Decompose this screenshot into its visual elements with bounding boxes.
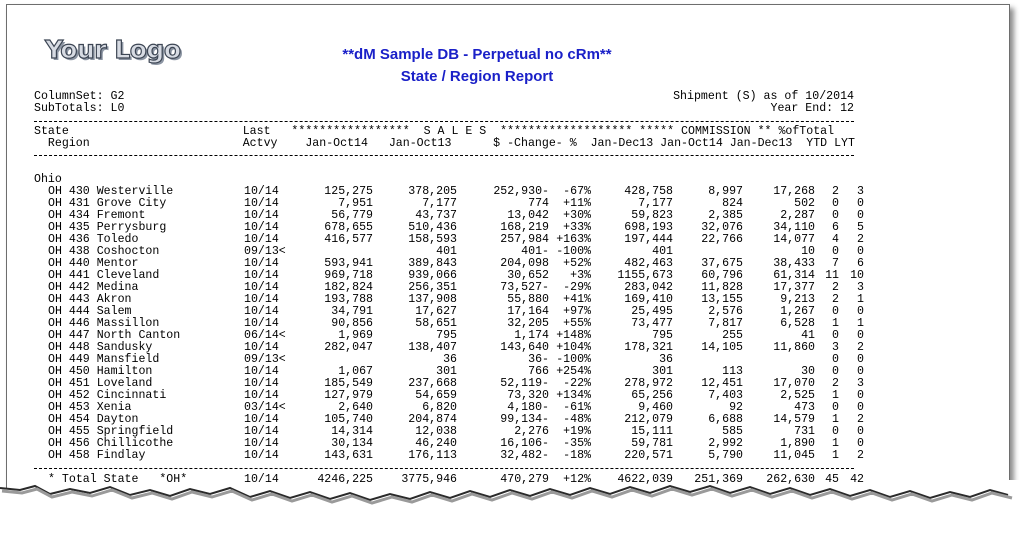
total-last-activity: 10/14 bbox=[244, 473, 279, 486]
cell-sales-jan-dec13: 36 bbox=[659, 353, 673, 366]
cell-pct-ytd: 1 bbox=[832, 449, 839, 462]
cell-last-activity: 10/14 bbox=[244, 413, 279, 426]
cell-change-percent: +11% bbox=[563, 197, 591, 210]
cell-sales-jan-dec13: 301 bbox=[652, 365, 673, 378]
cell-pct-lyt: 5 bbox=[857, 221, 864, 234]
cell-pct-ytd: 0 bbox=[832, 245, 839, 258]
total-sales-jan-oct14: 4246,225 bbox=[317, 473, 373, 486]
cell-sales-jan-oct13: 795 bbox=[436, 329, 457, 342]
cell-pct-lyt: 0 bbox=[857, 209, 864, 222]
cell-change-percent: +3% bbox=[570, 269, 591, 282]
cell-change-amount: 32,205 bbox=[507, 317, 549, 330]
cell-pct-lyt: 2 bbox=[857, 413, 864, 426]
cell-last-activity: 10/14 bbox=[244, 305, 279, 318]
cell-region: OH 431 Grove City bbox=[48, 197, 167, 210]
cell-pct-ytd: 2 bbox=[832, 293, 839, 306]
cell-pct-ytd: 0 bbox=[832, 353, 839, 366]
cell-pct-ytd: 1 bbox=[832, 389, 839, 402]
cell-change-percent: +97% bbox=[563, 305, 591, 318]
cell-change-amount: 401- bbox=[521, 245, 549, 258]
cell-change-percent: +55% bbox=[563, 317, 591, 330]
cell-pct-lyt: 0 bbox=[857, 425, 864, 438]
cell-pct-lyt: 6 bbox=[857, 257, 864, 270]
cell-sales-jan-oct14: 416,577 bbox=[324, 233, 373, 246]
cell-sales-jan-dec13: 220,571 bbox=[624, 449, 673, 462]
cell-sales-jan-oct14: 105,740 bbox=[324, 413, 373, 426]
cell-change-amount: 17,164 bbox=[507, 305, 549, 318]
cell-sales-jan-dec13: 283,042 bbox=[624, 281, 673, 294]
cell-commission-jan-oct14: 113 bbox=[722, 365, 743, 378]
cell-change-percent: +30% bbox=[563, 209, 591, 222]
cell-change-amount: 30,652 bbox=[507, 269, 549, 282]
total-separator bbox=[34, 468, 854, 469]
cell-region: OH 456 Chillicothe bbox=[48, 437, 174, 450]
cell-last-activity: 10/14 bbox=[244, 377, 279, 390]
cell-change-amount: 36- bbox=[528, 353, 549, 366]
cell-pct-ytd: 2 bbox=[832, 281, 839, 294]
cell-pct-ytd: 6 bbox=[832, 221, 839, 234]
cell-change-amount: 55,880 bbox=[507, 293, 549, 306]
total-pct-ytd: 45 bbox=[825, 473, 839, 486]
region-table bbox=[34, 186, 864, 462]
cell-pct-ytd: 1 bbox=[832, 437, 839, 450]
cell-commission-jan-oct14: 32,076 bbox=[701, 221, 743, 234]
cell-region: OH 447 North Canton bbox=[48, 329, 181, 342]
cell-region: OH 455 Springfield bbox=[48, 425, 174, 438]
cell-pct-ytd: 3 bbox=[832, 341, 839, 354]
cell-sales-jan-oct13: 43,737 bbox=[415, 209, 457, 222]
cell-sales-jan-oct13: 939,066 bbox=[408, 269, 457, 282]
cell-sales-jan-dec13: 65,256 bbox=[631, 389, 673, 402]
cell-commission-jan-dec13: 30 bbox=[801, 365, 815, 378]
cell-region: OH 453 Xenia bbox=[48, 401, 132, 414]
cell-change-percent: -100% bbox=[556, 245, 591, 258]
cell-commission-jan-oct14: 37,675 bbox=[701, 257, 743, 270]
cell-last-activity: 10/14 bbox=[244, 449, 279, 462]
cell-region: OH 446 Massillon bbox=[48, 317, 160, 330]
cell-region: OH 438 Coshocton bbox=[48, 245, 160, 258]
cell-last-activity: 10/14 bbox=[244, 257, 279, 270]
cell-change-amount: 4,180- bbox=[507, 401, 549, 414]
cell-change-amount: 143,640 bbox=[500, 341, 549, 354]
cell-pct-lyt: 2 bbox=[857, 233, 864, 246]
cell-sales-jan-oct14: 125,275 bbox=[324, 185, 373, 198]
cell-commission-jan-oct14: 255 bbox=[722, 329, 743, 342]
cell-sales-jan-oct13: 176,113 bbox=[408, 449, 457, 462]
meta-subtotals: SubTotals: L0 bbox=[34, 102, 125, 115]
cell-sales-jan-oct14: 282,047 bbox=[324, 341, 373, 354]
cell-sales-jan-oct13: 17,627 bbox=[415, 305, 457, 318]
cell-last-activity: 10/14 bbox=[244, 221, 279, 234]
cell-sales-jan-oct13: 256,351 bbox=[408, 281, 457, 294]
cell-pct-lyt: 0 bbox=[857, 437, 864, 450]
cell-last-activity: 10/14 bbox=[244, 233, 279, 246]
cell-pct-lyt: 0 bbox=[857, 365, 864, 378]
cell-commission-jan-oct14: 824 bbox=[722, 197, 743, 210]
cell-sales-jan-dec13: 1155,673 bbox=[617, 269, 673, 282]
header-top-separator bbox=[34, 121, 854, 122]
cell-commission-jan-dec13: 9,213 bbox=[780, 293, 815, 306]
cell-pct-ytd: 0 bbox=[832, 401, 839, 414]
cell-region: OH 452 Cincinnati bbox=[48, 389, 167, 402]
cell-last-activity: 10/14 bbox=[244, 425, 279, 438]
cell-sales-jan-dec13: 698,193 bbox=[624, 221, 673, 234]
report-subtitle: State / Region Report bbox=[400, 68, 554, 85]
total-commission-jan-dec13: 262,630 bbox=[766, 473, 815, 486]
cell-change-amount: 766 bbox=[528, 365, 549, 378]
cell-pct-ytd: 0 bbox=[832, 329, 839, 342]
cell-sales-jan-oct13: 12,038 bbox=[415, 425, 457, 438]
cell-sales-jan-oct13: 301 bbox=[436, 365, 457, 378]
cell-sales-jan-oct13: 510,436 bbox=[408, 221, 457, 234]
cell-sales-jan-dec13: 401 bbox=[652, 245, 673, 258]
cell-change-amount: 73,320 bbox=[507, 389, 549, 402]
cell-sales-jan-dec13: 428,758 bbox=[624, 185, 673, 198]
cell-region: OH 434 Fremont bbox=[48, 209, 146, 222]
cell-last-activity: 09/13< bbox=[244, 245, 286, 258]
cell-commission-jan-dec13: 2,525 bbox=[780, 389, 815, 402]
cell-last-activity: 09/13< bbox=[244, 353, 286, 366]
table-row bbox=[34, 450, 864, 462]
cell-change-amount: 257,984 bbox=[500, 233, 549, 246]
cell-commission-jan-dec13: 502 bbox=[794, 197, 815, 210]
cell-sales-jan-oct14: 182,824 bbox=[324, 281, 373, 294]
cell-sales-jan-oct14: 90,856 bbox=[331, 317, 373, 330]
cell-last-activity: 10/14 bbox=[244, 269, 279, 282]
cell-commission-jan-oct14: 8,997 bbox=[708, 185, 743, 198]
cell-region: OH 441 Cleveland bbox=[48, 269, 160, 282]
cell-change-percent: -100% bbox=[556, 353, 591, 366]
cell-change-amount: 32,482- bbox=[500, 449, 549, 462]
cell-last-activity: 03/14< bbox=[244, 401, 286, 414]
cell-commission-jan-oct14: 585 bbox=[722, 425, 743, 438]
cell-sales-jan-oct13: 138,407 bbox=[408, 341, 457, 354]
cell-change-percent: -18% bbox=[563, 449, 591, 462]
cell-pct-lyt: 2 bbox=[857, 449, 864, 462]
cell-change-amount: 16,106- bbox=[500, 437, 549, 450]
cell-commission-jan-dec13: 41 bbox=[801, 329, 815, 342]
report-title: **dM Sample DB - Perpetual no cRm** bbox=[342, 46, 612, 63]
total-change-percent: +12% bbox=[563, 473, 591, 486]
cell-commission-jan-oct14: 5,790 bbox=[708, 449, 743, 462]
cell-change-amount: 99,134- bbox=[500, 413, 549, 426]
cell-change-percent: -61% bbox=[563, 401, 591, 414]
cell-commission-jan-oct14: 13,155 bbox=[701, 293, 743, 306]
cell-pct-ytd: 0 bbox=[832, 365, 839, 378]
cell-pct-lyt: 3 bbox=[857, 377, 864, 390]
cell-region: OH 442 Medina bbox=[48, 281, 139, 294]
meta-columnset: ColumnSet: G2 bbox=[34, 90, 125, 103]
total-change-amount: 470,279 bbox=[500, 473, 549, 486]
cell-region: OH 443 Akron bbox=[48, 293, 132, 306]
cell-commission-jan-oct14: 60,796 bbox=[701, 269, 743, 282]
cell-last-activity: 06/14< bbox=[244, 329, 286, 342]
cell-commission-jan-dec13: 2,287 bbox=[780, 209, 815, 222]
cell-commission-jan-oct14: 2,992 bbox=[708, 437, 743, 450]
cell-region: OH 430 Westerville bbox=[48, 185, 174, 198]
column-header-line-2: Region Actvy Jan-Oct14 Jan-Oct13 $ -Change- % Jan-Dec13 Jan-Oct14 Jan-Dec13 YTD LYT bbox=[34, 137, 855, 150]
cell-commission-jan-oct14: 22,766 bbox=[701, 233, 743, 246]
cell-pct-lyt: 2 bbox=[857, 341, 864, 354]
torn-paper-edge bbox=[0, 480, 1026, 533]
cell-pct-ytd: 1 bbox=[832, 413, 839, 426]
cell-commission-jan-dec13: 6,528 bbox=[780, 317, 815, 330]
cell-sales-jan-oct13: 158,593 bbox=[408, 233, 457, 246]
cell-change-amount: 13,042 bbox=[507, 209, 549, 222]
cell-commission-jan-dec13: 731 bbox=[794, 425, 815, 438]
cell-sales-jan-oct13: 46,240 bbox=[415, 437, 457, 450]
cell-change-amount: 73,527- bbox=[500, 281, 549, 294]
cell-pct-lyt: 0 bbox=[857, 353, 864, 366]
cell-last-activity: 10/14 bbox=[244, 281, 279, 294]
cell-sales-jan-dec13: 278,972 bbox=[624, 377, 673, 390]
header-bottom-separator bbox=[34, 155, 854, 156]
cell-commission-jan-oct14: 11,828 bbox=[701, 281, 743, 294]
cell-sales-jan-oct13: 54,659 bbox=[415, 389, 457, 402]
cell-sales-jan-oct14: 969,718 bbox=[324, 269, 373, 282]
cell-change-percent: +19% bbox=[563, 425, 591, 438]
cell-commission-jan-dec13: 17,268 bbox=[773, 185, 815, 198]
cell-commission-jan-dec13: 11,045 bbox=[773, 449, 815, 462]
group-label-ohio: Ohio bbox=[34, 173, 62, 186]
cell-change-percent: -35% bbox=[563, 437, 591, 450]
cell-sales-jan-oct13: 237,668 bbox=[408, 377, 457, 390]
cell-pct-lyt: 1 bbox=[857, 293, 864, 306]
cell-region: OH 451 Loveland bbox=[48, 377, 153, 390]
cell-change-percent: +148% bbox=[556, 329, 591, 342]
cell-change-percent: -48% bbox=[563, 413, 591, 426]
cell-sales-jan-oct13: 204,874 bbox=[408, 413, 457, 426]
cell-last-activity: 10/14 bbox=[244, 437, 279, 450]
cell-sales-jan-oct14: 593,941 bbox=[324, 257, 373, 270]
cell-last-activity: 10/14 bbox=[244, 389, 279, 402]
cell-region: OH 454 Dayton bbox=[48, 413, 139, 426]
cell-change-percent: +134% bbox=[556, 389, 591, 402]
cell-sales-jan-dec13: 9,460 bbox=[638, 401, 673, 414]
cell-sales-jan-dec13: 795 bbox=[652, 329, 673, 342]
cell-pct-ytd: 0 bbox=[832, 209, 839, 222]
cell-change-percent: +254% bbox=[556, 365, 591, 378]
cell-commission-jan-dec13: 14,077 bbox=[773, 233, 815, 246]
cell-commission-jan-oct14: 7,817 bbox=[708, 317, 743, 330]
cell-change-percent: +33% bbox=[563, 221, 591, 234]
cell-commission-jan-dec13: 17,377 bbox=[773, 281, 815, 294]
cell-last-activity: 10/14 bbox=[244, 293, 279, 306]
cell-sales-jan-oct13: 58,651 bbox=[415, 317, 457, 330]
cell-region: OH 450 Hamilton bbox=[48, 365, 153, 378]
total-sales-jan-dec13: 4622,039 bbox=[617, 473, 673, 486]
cell-change-percent: -67% bbox=[563, 185, 591, 198]
cell-sales-jan-dec13: 212,079 bbox=[624, 413, 673, 426]
cell-change-percent: -22% bbox=[563, 377, 591, 390]
cell-sales-jan-dec13: 169,410 bbox=[624, 293, 673, 306]
cell-change-percent: +104% bbox=[556, 341, 591, 354]
cell-sales-jan-dec13: 197,444 bbox=[624, 233, 673, 246]
cell-commission-jan-oct14: 2,385 bbox=[708, 209, 743, 222]
cell-commission-jan-oct14: 2,576 bbox=[708, 305, 743, 318]
meta-year-end: Year End: 12 bbox=[770, 102, 854, 115]
meta-shipment: Shipment (S) as of 10/2014 bbox=[673, 90, 854, 103]
column-header-line-1: State Last ***************** S A L E S ******************* ***** COMMISSION ** %ofTotal bbox=[34, 125, 835, 138]
cell-sales-jan-oct14: 30,134 bbox=[331, 437, 373, 450]
cell-change-percent: -29% bbox=[563, 281, 591, 294]
cell-change-amount: 52,119- bbox=[500, 377, 549, 390]
company-logo: Your Logo bbox=[45, 35, 181, 64]
cell-pct-lyt: 3 bbox=[857, 185, 864, 198]
cell-sales-jan-dec13: 25,495 bbox=[631, 305, 673, 318]
cell-commission-jan-dec13: 14,579 bbox=[773, 413, 815, 426]
cell-change-amount: 1,174 bbox=[514, 329, 549, 342]
cell-region: OH 458 Findlay bbox=[48, 449, 146, 462]
cell-change-percent: +163% bbox=[556, 233, 591, 246]
cell-pct-ytd: 7 bbox=[832, 257, 839, 270]
cell-sales-jan-oct13: 7,177 bbox=[422, 197, 457, 210]
cell-pct-lyt: 0 bbox=[857, 389, 864, 402]
cell-last-activity: 10/14 bbox=[244, 209, 279, 222]
cell-pct-lyt: 0 bbox=[857, 245, 864, 258]
cell-sales-jan-dec13: 73,477 bbox=[631, 317, 673, 330]
cell-sales-jan-oct14: 56,779 bbox=[331, 209, 373, 222]
cell-pct-lyt: 0 bbox=[857, 329, 864, 342]
cell-last-activity: 10/14 bbox=[244, 341, 279, 354]
cell-sales-jan-oct14: 185,549 bbox=[324, 377, 373, 390]
cell-sales-jan-oct14: 1,067 bbox=[338, 365, 373, 378]
cell-commission-jan-dec13: 61,314 bbox=[773, 269, 815, 282]
cell-pct-lyt: 10 bbox=[850, 269, 864, 282]
cell-commission-jan-dec13: 1,267 bbox=[780, 305, 815, 318]
cell-sales-jan-oct14: 2,640 bbox=[338, 401, 373, 414]
cell-pct-ytd: 0 bbox=[832, 197, 839, 210]
cell-sales-jan-oct14: 34,791 bbox=[331, 305, 373, 318]
cell-change-amount: 204,098 bbox=[500, 257, 549, 270]
cell-change-amount: 774 bbox=[528, 197, 549, 210]
cell-commission-jan-dec13: 473 bbox=[794, 401, 815, 414]
cell-change-amount: 168,219 bbox=[500, 221, 549, 234]
total-commission-jan-oct14: 251,369 bbox=[694, 473, 743, 486]
cell-last-activity: 10/14 bbox=[244, 185, 279, 198]
cell-sales-jan-dec13: 59,781 bbox=[631, 437, 673, 450]
cell-pct-lyt: 0 bbox=[857, 401, 864, 414]
cell-pct-ytd: 0 bbox=[832, 305, 839, 318]
cell-sales-jan-dec13: 15,111 bbox=[631, 425, 673, 438]
cell-commission-jan-dec13: 10 bbox=[801, 245, 815, 258]
total-label: * Total State *OH* bbox=[48, 473, 188, 486]
cell-pct-lyt: 3 bbox=[857, 281, 864, 294]
cell-region: OH 449 Mansfield bbox=[48, 353, 160, 366]
cell-commission-jan-dec13: 34,110 bbox=[773, 221, 815, 234]
cell-commission-jan-oct14: 6,688 bbox=[708, 413, 743, 426]
cell-sales-jan-dec13: 178,321 bbox=[624, 341, 673, 354]
cell-commission-jan-dec13: 11,860 bbox=[773, 341, 815, 354]
cell-change-percent: +41% bbox=[563, 293, 591, 306]
cell-commission-jan-dec13: 38,433 bbox=[773, 257, 815, 270]
total-pct-lyt: 42 bbox=[850, 473, 864, 486]
cell-sales-jan-oct14: 678,655 bbox=[324, 221, 373, 234]
cell-pct-ytd: 0 bbox=[832, 425, 839, 438]
cell-pct-ytd: 11 bbox=[825, 269, 839, 282]
cell-pct-ytd: 2 bbox=[832, 377, 839, 390]
cell-sales-jan-oct14: 193,788 bbox=[324, 293, 373, 306]
cell-sales-jan-oct13: 6,820 bbox=[422, 401, 457, 414]
cell-sales-jan-oct14: 7,951 bbox=[338, 197, 373, 210]
cell-region: OH 435 Perrysburg bbox=[48, 221, 167, 234]
cell-commission-jan-oct14: 7,403 bbox=[708, 389, 743, 402]
cell-sales-jan-dec13: 7,177 bbox=[638, 197, 673, 210]
cell-sales-jan-dec13: 482,463 bbox=[624, 257, 673, 270]
cell-change-amount: 2,276 bbox=[514, 425, 549, 438]
cell-sales-jan-oct13: 401 bbox=[436, 245, 457, 258]
cell-commission-jan-dec13: 1,890 bbox=[780, 437, 815, 450]
cell-sales-jan-oct14: 14,314 bbox=[331, 425, 373, 438]
cell-region: OH 440 Mentor bbox=[48, 257, 139, 270]
cell-pct-ytd: 2 bbox=[832, 185, 839, 198]
cell-sales-jan-oct14: 127,979 bbox=[324, 389, 373, 402]
cell-last-activity: 10/14 bbox=[244, 365, 279, 378]
cell-commission-jan-oct14: 12,451 bbox=[701, 377, 743, 390]
cell-pct-lyt: 0 bbox=[857, 305, 864, 318]
cell-change-percent: +52% bbox=[563, 257, 591, 270]
cell-sales-jan-oct13: 389,843 bbox=[408, 257, 457, 270]
cell-change-amount: 252,930- bbox=[493, 185, 549, 198]
cell-commission-jan-oct14: 92 bbox=[729, 401, 743, 414]
cell-pct-lyt: 0 bbox=[857, 197, 864, 210]
cell-pct-ytd: 4 bbox=[832, 233, 839, 246]
cell-sales-jan-oct14: 143,631 bbox=[324, 449, 373, 462]
cell-commission-jan-oct14: 14,105 bbox=[701, 341, 743, 354]
cell-pct-lyt: 1 bbox=[857, 317, 864, 330]
cell-last-activity: 10/14 bbox=[244, 317, 279, 330]
cell-sales-jan-oct13: 378,205 bbox=[408, 185, 457, 198]
cell-last-activity: 10/14 bbox=[244, 197, 279, 210]
cell-region: OH 448 Sandusky bbox=[48, 341, 153, 354]
cell-pct-ytd: 1 bbox=[832, 317, 839, 330]
cell-sales-jan-dec13: 59,823 bbox=[631, 209, 673, 222]
cell-sales-jan-oct13: 36 bbox=[443, 353, 457, 366]
cell-commission-jan-dec13: 17,070 bbox=[773, 377, 815, 390]
cell-sales-jan-oct13: 137,908 bbox=[408, 293, 457, 306]
cell-region: OH 436 Toledo bbox=[48, 233, 139, 246]
cell-sales-jan-oct14: 1,969 bbox=[338, 329, 373, 342]
total-sales-jan-oct13: 3775,946 bbox=[401, 473, 457, 486]
cell-region: OH 444 Salem bbox=[48, 305, 132, 318]
